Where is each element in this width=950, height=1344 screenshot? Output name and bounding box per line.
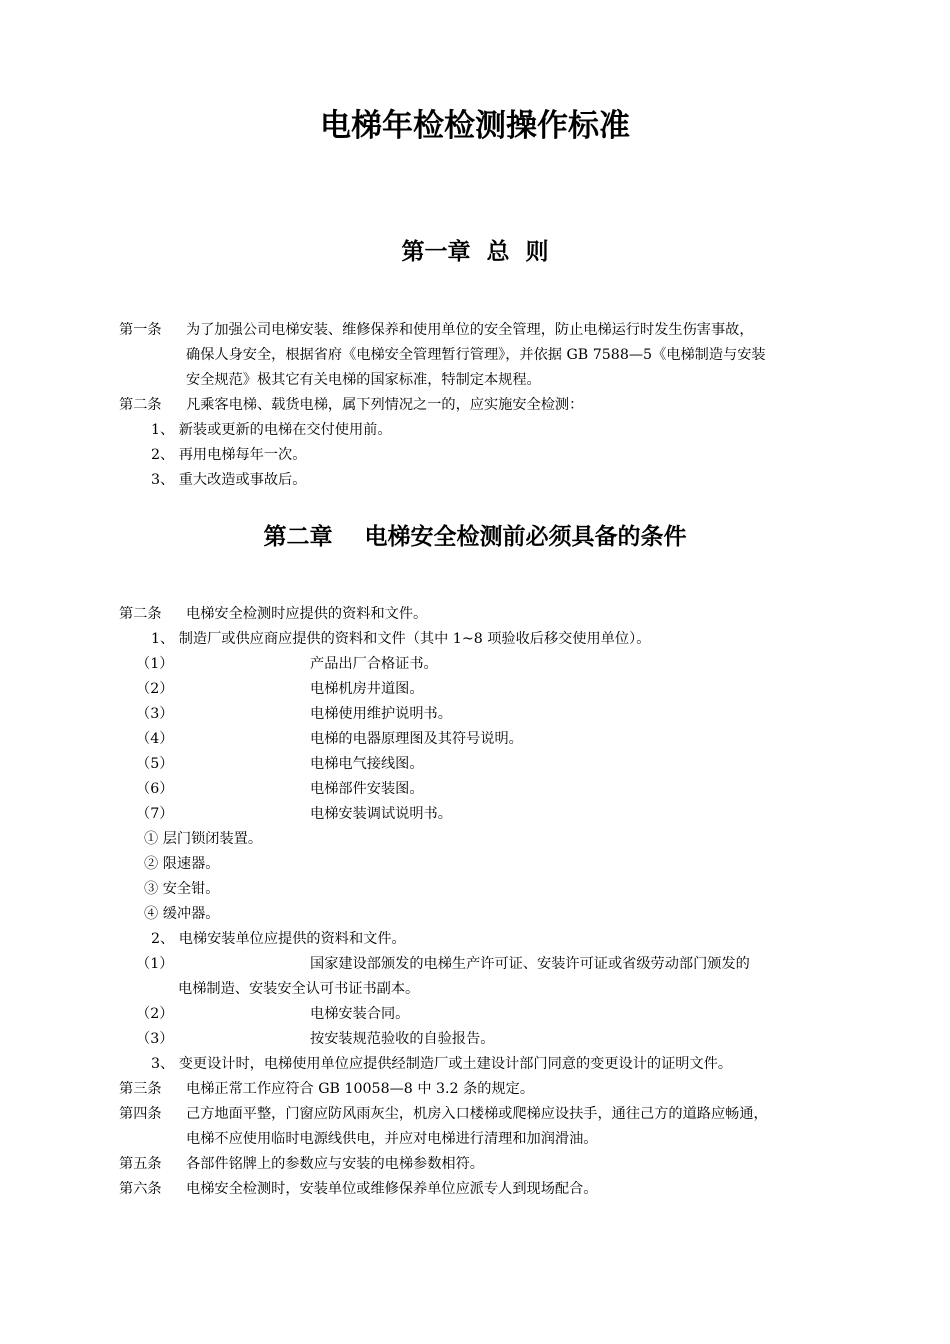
article-2-label: 第二条: [119, 397, 162, 413]
article-5-text: 各部件铭牌上的参数应与安装的电梯参数相符。: [186, 1156, 484, 1172]
circled-item: ② 限速器。: [144, 856, 220, 872]
list1-text: 电梯安装调试说明书。: [310, 806, 452, 822]
article-2b-text: 电梯安全检测时应提供的资料和文件。: [186, 606, 428, 622]
circled-item: ③ 安全钳。: [144, 881, 220, 897]
subsection-1: 1、 制造厂或供应商应提供的资料和文件（其中 1~8 项验收后移交使用单位）。: [151, 631, 651, 647]
chapter-1-heading: 第一章 总 则: [401, 239, 549, 265]
list2-text: 按安装规范验收的自验报告。: [310, 1031, 495, 1047]
list1-num: （3）: [136, 706, 174, 722]
article-3-text: 电梯正常工作应符合 GB 10058—8 中 3.2 条的规定。: [186, 1081, 535, 1097]
subsection-3: 3、 变更设计时，电梯使用单位应提供经制造厂或土建设计部门同意的变更设计的证明文件。: [151, 1056, 733, 1072]
subsection-2: 2、 电梯安装单位应提供的资料和文件。: [151, 931, 406, 947]
list2-text: 电梯制造、安装安全认可书证书副本。: [178, 981, 420, 997]
article-4-line: 己方地面平整，门窗应防风雨灰尘，机房入口楼梯或爬梯应设扶手，通往己方的道路应畅通，: [186, 1106, 768, 1122]
list1-num: （1）: [136, 656, 174, 672]
list1-num: （5）: [136, 756, 174, 772]
list1-text: 电梯机房井道图。: [310, 681, 424, 697]
article-1-line: 确保人身安全，根据省府《电梯安全管理暂行管理》，并依据 GB 7588—5《电梯制造与安装: [186, 347, 766, 363]
article-4-label: 第四条: [119, 1106, 162, 1122]
circled-item: ④ 缓冲器。: [144, 906, 220, 922]
chapter-2-heading: 第二章 电梯安全检测前必须具备的条件: [263, 524, 687, 550]
article-2-text: 凡乘客电梯、载货电梯，属下列情况之一的，应实施安全检测：: [186, 397, 584, 413]
list1-num: （6）: [136, 781, 174, 797]
article-5-label: 第五条: [119, 1156, 162, 1172]
list2-text: 国家建设部颁发的电梯生产许可证、安装许可证或省级劳动部门颁发的: [310, 956, 750, 972]
list1-text: 产品出厂合格证书。: [310, 656, 438, 672]
list2-num: （1）: [136, 956, 174, 972]
list1-num: （4）: [136, 731, 174, 747]
list2-text: 电梯安装合同。: [310, 1006, 410, 1022]
list2-num: （2）: [136, 1006, 174, 1022]
article-2b-label: 第二条: [119, 606, 162, 622]
page-title: 电梯年检检测操作标准: [320, 108, 630, 144]
list1-text: 电梯的电器原理图及其符号说明。: [310, 731, 523, 747]
list1-text: 电梯电气接线图。: [310, 756, 424, 772]
article-6-text: 电梯安全检测时，安装单位或维修保养单位应派专人到现场配合。: [186, 1181, 598, 1197]
article-2-item: 2、 再用电梯每年一次。: [151, 447, 307, 463]
article-6-label: 第六条: [119, 1181, 162, 1197]
article-1-line: 安全规范》极其它有关电梯的国家标准，特制定本规程。: [186, 372, 541, 388]
article-3-label: 第三条: [119, 1081, 162, 1097]
article-1-line: 为了加强公司电梯安装、维修保养和使用单位的安全管理，防止电梯运行时发生伤害事故，: [186, 322, 754, 338]
article-2-item: 1、 新装或更新的电梯在交付使用前。: [151, 422, 392, 438]
article-4-line: 电梯不应使用临时电源线供电，并应对电梯进行清理和加润滑油。: [186, 1131, 598, 1147]
list1-text: 电梯使用维护说明书。: [310, 706, 452, 722]
article-1-label: 第一条: [119, 322, 162, 338]
article-2-item: 3、 重大改造或事故后。: [151, 472, 307, 488]
list1-num: （2）: [136, 681, 174, 697]
list2-num: （3）: [136, 1031, 174, 1047]
list1-num: （7）: [136, 806, 174, 822]
list1-text: 电梯部件安装图。: [310, 781, 424, 797]
circled-item: ① 层门锁闭装置。: [144, 831, 263, 847]
